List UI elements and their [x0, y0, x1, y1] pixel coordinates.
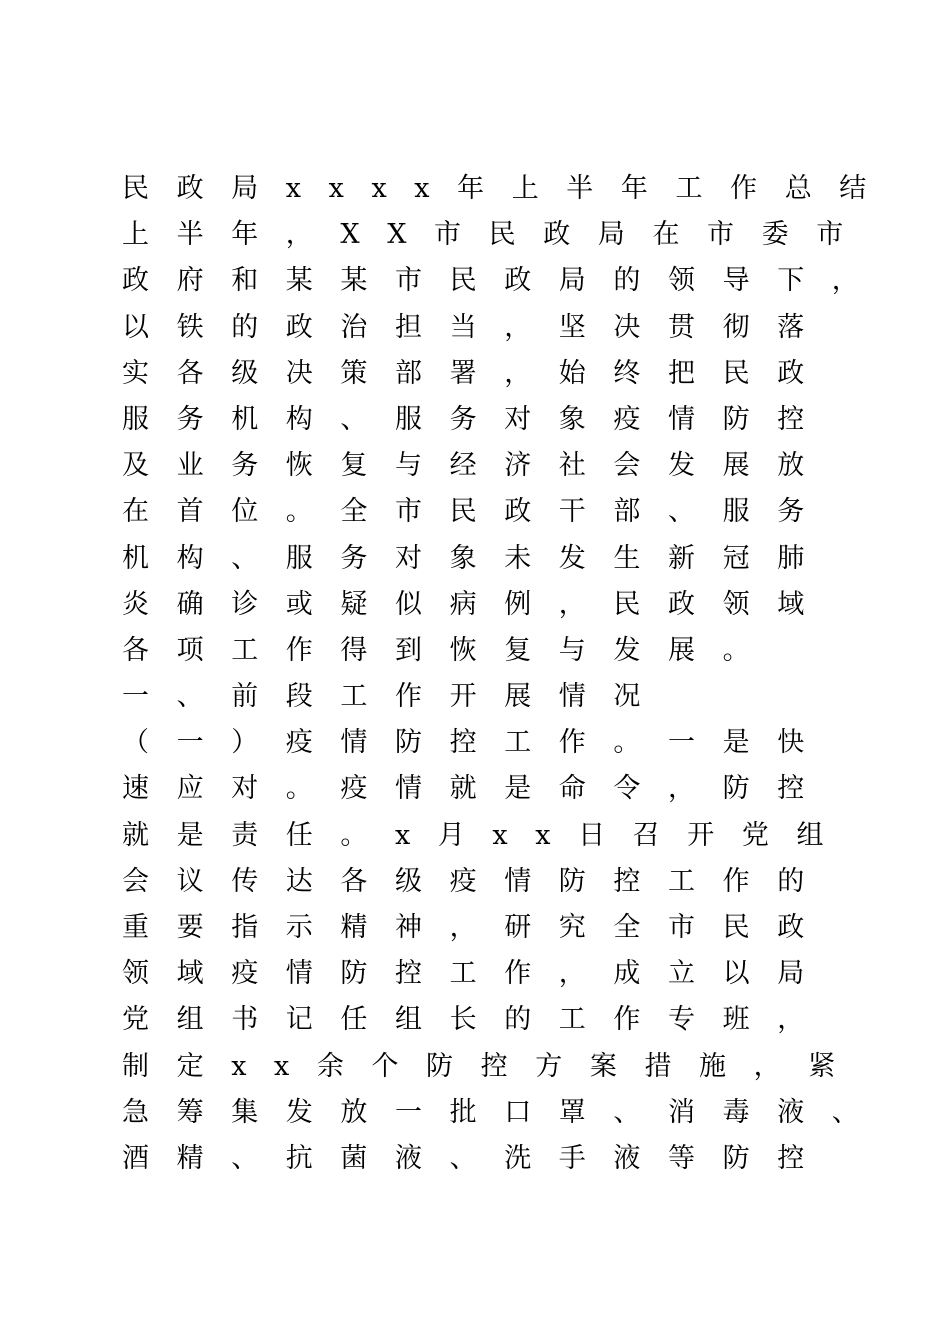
text-line: 炎确诊或疑似病例，民政领域	[122, 588, 832, 620]
text-line: 上半年，XX市民政局在市委市	[122, 219, 871, 251]
text-line: 制定xx余个防控方案措施，紧	[122, 1050, 863, 1082]
document-title: 民政局xxxx年上半年工作总结	[122, 173, 894, 204]
text-line: 机构、服务对象未发生新冠肺	[122, 542, 832, 574]
text-line: 在首位。全市民政干部、服务	[122, 496, 832, 528]
text-line: 酒精、抗菌液、洗手液等防控	[122, 1142, 832, 1174]
text-line: 实各级决策部署，始终把民政	[122, 357, 832, 389]
text-line: （一）疫情防控工作。一是快	[122, 727, 832, 759]
text-line: 会议传达各级疫情防控工作的	[122, 865, 832, 897]
text-line: 各项工作得到恢复与发展。	[122, 634, 778, 666]
section-heading: 一、前段工作开展情况	[122, 681, 668, 713]
text-line: 就是责任。x月xx日召开党组	[122, 819, 852, 851]
text-line: 领域疫情防控工作，成立以局	[122, 958, 832, 990]
text-line: 急筹集发放一批口罩、消毒液、	[122, 1096, 887, 1128]
document-body	[122, 166, 894, 1182]
text-line: 党组书记任组长的工作专班，	[122, 1004, 832, 1036]
text-line: 速应对。疫情就是命令，防控	[122, 773, 832, 805]
text-line: 以铁的政治担当，坚决贯彻落	[122, 311, 832, 343]
text-line: 服务机构、服务对象疫情防控	[122, 403, 832, 435]
text-line: 重要指示精神，研究全市民政	[122, 912, 832, 943]
text-line: 及业务恢复与经济社会发展放	[122, 450, 832, 482]
text-line: 政府和某某市民政局的领导下，	[122, 265, 887, 297]
